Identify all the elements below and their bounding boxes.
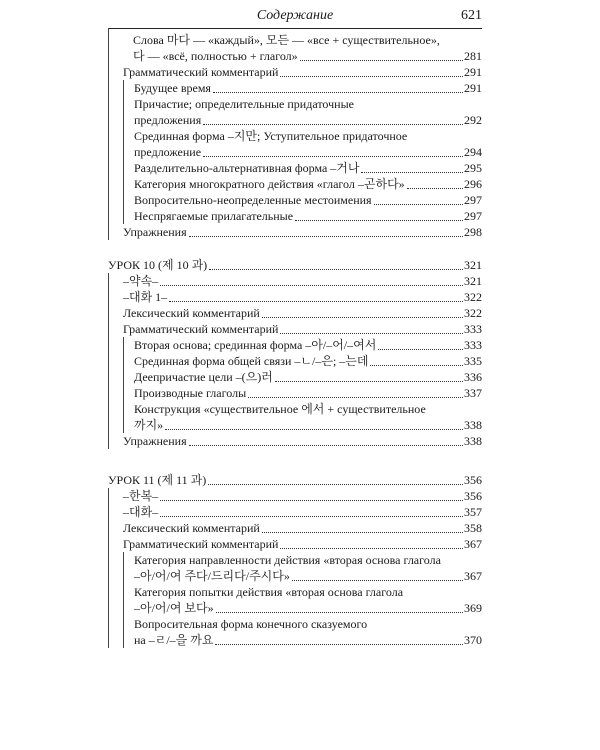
toc-entry[interactable]: [124, 552, 482, 584]
toc-page-number: 294: [464, 145, 482, 159]
toc-page-number: 297: [464, 193, 482, 207]
toc-subgroup: [123, 80, 482, 224]
toc-entry-line: Причастие; определительные придаточные: [134, 97, 354, 111]
dot-leader: [165, 429, 463, 430]
toc-page-number: 333: [464, 322, 482, 336]
dot-leader: [280, 333, 463, 334]
toc-entry[interactable]: [124, 192, 482, 208]
dot-leader: [292, 580, 463, 581]
toc-page-number: 358: [464, 521, 482, 535]
toc-page-number: 337: [464, 386, 482, 400]
toc-page-number: 296: [464, 177, 482, 191]
toc-page-number: 356: [464, 473, 482, 487]
toc-entry[interactable]: [124, 176, 482, 192]
toc-entry-label: –대화 1–: [123, 290, 168, 304]
toc-section-lesson-11: [108, 472, 482, 648]
toc-entry[interactable]: [109, 321, 482, 337]
dot-leader: [203, 124, 463, 125]
toc-page-number: 292: [464, 113, 482, 127]
dot-leader: [262, 532, 463, 533]
toc-entry[interactable]: [124, 353, 482, 369]
toc-page-number: 333: [464, 338, 482, 352]
dot-leader: [374, 204, 463, 205]
toc-entry-label: Лексический комментарий: [123, 521, 260, 535]
toc-page-number: 338: [464, 418, 482, 432]
toc-entry-line: –아/어/여 보다»: [134, 601, 214, 615]
toc-section-lesson-10: [108, 257, 482, 449]
dot-leader: [160, 285, 463, 286]
toc-entry[interactable]: [109, 273, 482, 289]
section-gap: [108, 449, 482, 472]
toc-page-number: 338: [464, 434, 482, 448]
toc-lesson-heading[interactable]: [108, 472, 482, 488]
toc-subgroup: [123, 337, 482, 433]
toc-page-number: 370: [464, 633, 482, 647]
toc-page-number: 322: [464, 306, 482, 320]
running-title: Содержание: [256, 8, 334, 23]
dot-leader: [169, 301, 463, 302]
toc-entry[interactable]: [124, 337, 482, 353]
toc-entry-label: Грамматический комментарий: [123, 537, 279, 551]
toc-entry[interactable]: [109, 536, 482, 552]
toc-entry[interactable]: [124, 401, 482, 433]
toc-page-number: 321: [464, 274, 482, 288]
toc-entry[interactable]: [124, 369, 482, 385]
toc-entry-line: 다 — «всё, полностью + глагол»: [133, 49, 298, 63]
toc-entry[interactable]: [109, 433, 482, 449]
dot-leader: [275, 381, 463, 382]
toc-group-grammar: [109, 321, 482, 433]
toc-entry[interactable]: [124, 616, 482, 648]
dot-leader: [407, 188, 463, 189]
dot-leader: [216, 612, 463, 613]
table-of-contents: [108, 28, 482, 648]
dot-leader: [295, 220, 463, 221]
toc-page-number: 321: [464, 258, 482, 272]
toc-entry[interactable]: [124, 208, 482, 224]
toc-entry-label: Производные глаголы: [134, 386, 247, 400]
toc-page-number: 367: [464, 537, 482, 551]
toc-entry-line: предложение: [134, 145, 202, 159]
page-header: [108, 6, 482, 29]
toc-entry-label: Грамматический комментарий: [123, 65, 279, 79]
toc-entry-line: Вопросительная форма конечного сказуемого: [134, 617, 368, 631]
toc-entry-label: Упражнения: [123, 434, 187, 448]
toc-entry-line: 까지»: [134, 418, 164, 432]
dot-leader: [248, 397, 463, 398]
toc-entry-label: Категория многократного действия «глагол –곤하다»: [134, 177, 405, 191]
toc-page-number: 357: [464, 505, 482, 519]
toc-entry-label: Срединная форма общей связи –ㄴ/–은; –는데: [134, 354, 369, 368]
toc-page-number: 295: [464, 161, 482, 175]
toc-entry-label: Деепричастие цели –(으)러: [134, 370, 273, 384]
toc-page-number: 291: [464, 65, 482, 79]
toc-page-number: 369: [464, 601, 482, 615]
toc-entry[interactable]: [109, 64, 482, 80]
toc-entry[interactable]: [124, 385, 482, 401]
dot-leader: [280, 76, 463, 77]
toc-entry-label: Вопросительно-неопределенные местоимения: [134, 193, 372, 207]
dot-leader: [160, 500, 463, 501]
toc-entry[interactable]: [124, 584, 482, 616]
toc-group-grammar: [109, 64, 482, 224]
toc-entry-label: Вторая основа; срединная форма –아/–어/–여서: [134, 338, 377, 352]
toc-page-number: 281: [464, 49, 482, 63]
toc-page-number: 298: [464, 225, 482, 239]
dot-leader: [262, 317, 463, 318]
dot-leader: [189, 445, 463, 446]
toc-entry-label: –약속–: [123, 274, 159, 288]
toc-entry[interactable]: [109, 504, 482, 520]
dot-leader: [213, 92, 463, 93]
toc-entry-line: на –ㄹ/–을 까요: [134, 633, 214, 647]
toc-page-number: 367: [464, 569, 482, 583]
toc-entry-line: Категория попытки действия «вторая основа глагола: [134, 585, 404, 599]
toc-entry-label: Лексический комментарий: [123, 306, 260, 320]
dot-leader: [378, 349, 463, 350]
toc-entry[interactable]: [109, 520, 482, 536]
toc-lesson-heading[interactable]: [108, 257, 482, 273]
dot-leader: [203, 156, 463, 157]
dot-leader: [189, 236, 463, 237]
toc-entry[interactable]: [124, 96, 482, 128]
dot-leader: [208, 484, 463, 485]
toc-entry-line: Категория направленности действия «вторая основа глагола: [134, 553, 441, 567]
toc-entry-label: Грамматический комментарий: [123, 322, 279, 336]
toc-entry[interactable]: [124, 128, 482, 160]
toc-entry-label: Неспрягаемые прилагательные: [134, 209, 294, 223]
dot-leader: [370, 365, 463, 366]
toc-subgroup: [123, 552, 482, 648]
toc-entry-label: УРОК 10 (제 10 과): [108, 258, 208, 272]
toc-page-number: 297: [464, 209, 482, 223]
toc-entry[interactable]: [109, 305, 482, 321]
toc-entry-line: –아/어/여 주다/드리다/주시다»: [134, 569, 290, 583]
toc-entry[interactable]: [124, 160, 482, 176]
toc-entry-line: Конструкция «существительное 에서 + существительное: [134, 402, 426, 416]
toc-entry[interactable]: [109, 289, 482, 305]
toc-entry-label: Будущее время: [134, 81, 211, 95]
toc-entry-line: Срединная форма –지만; Уступительное придаточное: [134, 129, 408, 143]
dot-leader: [209, 269, 463, 270]
toc-entry-label: –대화–: [123, 505, 159, 519]
page-number: 621: [461, 8, 482, 23]
dot-leader: [280, 548, 463, 549]
toc-lesson-body: [108, 488, 482, 648]
toc-group-grammar: [109, 536, 482, 648]
toc-entry[interactable]: [124, 80, 482, 96]
toc-entry-label: –한복–: [123, 489, 159, 503]
toc-page-number: 335: [464, 354, 482, 368]
toc-entry-label: Разделительно-альтернативная форма –거나: [134, 161, 360, 175]
toc-entry-label: Упражнения: [123, 225, 187, 239]
section-gap: [108, 240, 482, 257]
toc-entry-label: УРОК 11 (제 11 과): [108, 473, 207, 487]
toc-entry[interactable]: [109, 32, 482, 64]
toc-entry[interactable]: [109, 224, 482, 240]
toc-page-number: 322: [464, 290, 482, 304]
dot-leader: [300, 60, 463, 61]
toc-lesson-body: [108, 273, 482, 449]
toc-page-number: 291: [464, 81, 482, 95]
dot-leader: [215, 644, 463, 645]
dot-leader: [361, 172, 463, 173]
toc-entry-line: Слова 마다 — «каждый», 모든 — «все + существительное»,: [133, 33, 440, 47]
toc-section-lesson-9: [108, 28, 482, 240]
toc-page-number: 356: [464, 489, 482, 503]
toc-page-number: 336: [464, 370, 482, 384]
dot-leader: [160, 516, 463, 517]
toc-entry[interactable]: [109, 488, 482, 504]
toc-entry-line: предложения: [134, 113, 202, 127]
